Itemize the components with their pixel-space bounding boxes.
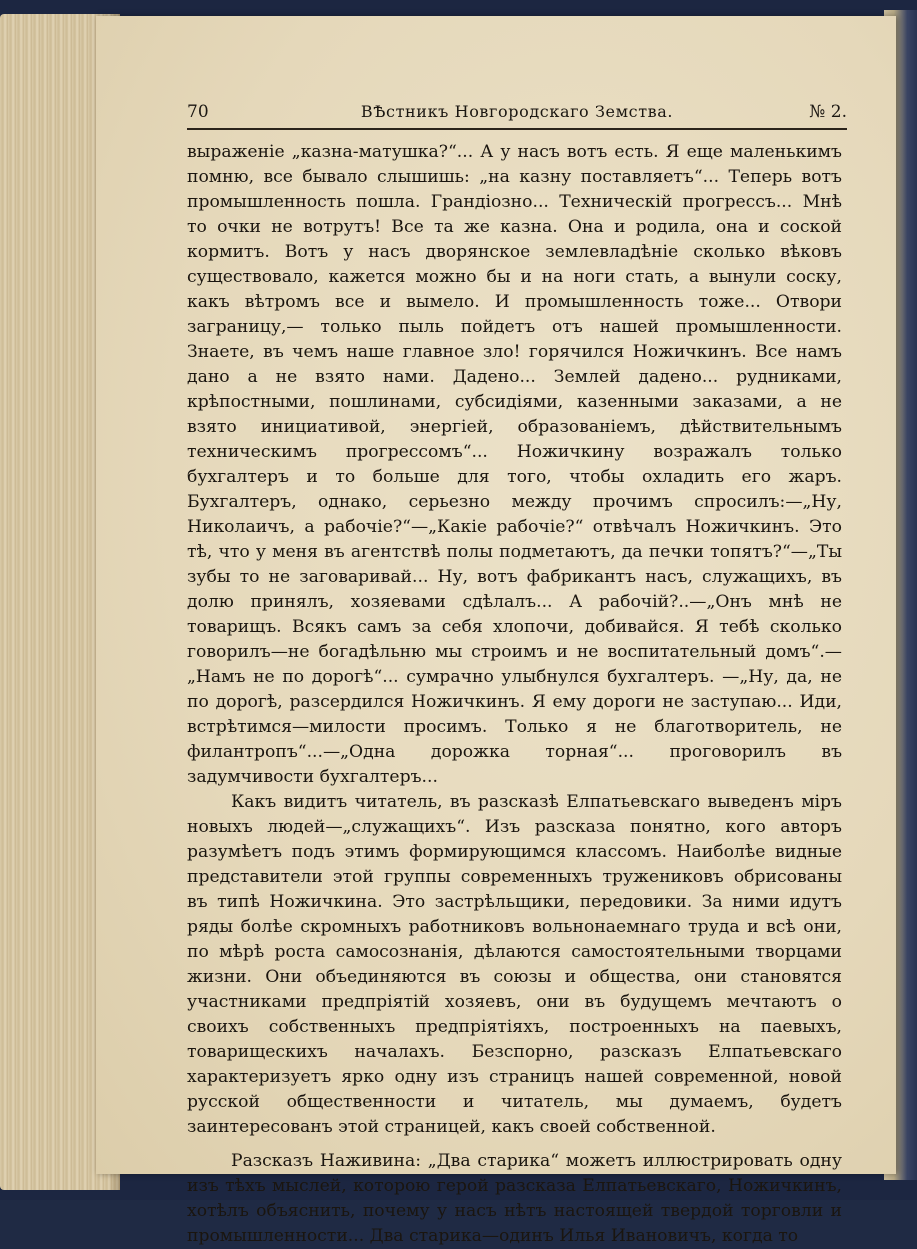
paragraph-2: Какъ видитъ читатель, въ разсказѣ Елпатьевскаго выведенъ міръ новыхъ людей—„служащихъ“. Изъ разсказа понятно, кого авторъ разумѣетъ подъ этимъ формирующимся классомъ. Наиболѣе видные представители этой группы современныхъ тружениковъ обрисованы въ типѣ Ножичкина. Это застрѣльщики, передовики. За ними идутъ ряды болѣе скромныхъ работниковъ вольнонаемнаго труда и всѣ они, по мѣрѣ роста самосознанія, дѣлаются самостоятельными творцами жизни. Они объединяются въ союзы и общества, они становятся участниками предпріятій хозяевъ, они въ будущемъ мечтаютъ о своихъ собственныхъ предпріятіяхъ, построенныхъ на паевыхъ, товарищескихъ началахъ. Безспорно, разсказъ Елпатьевскаго характеризуетъ ярко одну изъ страницъ нашей современной, новой русской общественности и читатель, мы думаемъ, будетъ заинтересованъ этой страницей, какъ своей собственной. <box>187 792 842 1137</box>
header-rule <box>187 128 847 130</box>
page-body <box>187 140 842 1249</box>
running-header <box>187 102 847 128</box>
issue-number: № 2. <box>809 102 847 122</box>
page-number: 70 <box>187 102 209 122</box>
paragraph-3: Разсказъ Наживина: „Два старика“ можетъ иллюстрировать одну изъ тѣхъ мыслей, которою герой разсказа Елпатьевскаго, Ножичкинъ, хотѣлъ объяснить, почему у насъ нѣтъ настоящей твердой торговли и промышленности... Два старика—одинъ Илья Ивановичъ, когда то <box>187 1151 842 1246</box>
paragraph-1: выраженіе „казна-матушка?“... А у насъ вотъ есть. Я еще маленькимъ помню, все бывало слышишь: „на казну поставляетъ“... Теперь вотъ промышленность пошла. Грандіозно... Техническій прогрессъ... Мнѣ то очки не вотрутъ! Все та же казна. Она и родила, она и соской кормитъ. Вотъ у насъ дворянское землевладѣніе сколько вѣковъ существовало, кажется можно бы и на ноги стать, а вынули соску, какъ вѣтромъ все и вымело. И промышленность тоже... Отвори заграницу,— только пыль пойдетъ отъ нашей промышленности. Знаете, въ чемъ наше главное зло! горячился Ножичкинъ. Все намъ дано а не взято нами. Дадено... Землей дадено... рудниками, крѣпостными, пошлинами, субсидіями, казенными заказами, а не взято инициативой, энергіей, образованіемъ, дѣйствительнымъ техническимъ прогрессомъ“... Ножичкину возражалъ только бухгалтеръ и то больше для того, чтобы охладить его жаръ. Бухгалтеръ, однако, серьезно между прочимъ спросилъ:—„Ну, Николаичъ, а рабочіе?“—„Какіе рабочіе?“ отвѣчалъ Ножичкинъ. Это тѣ, что у меня въ агентствѣ полы подметаютъ, да печки топятъ?“—„Ты зубы то не заговаривай... Ну, вотъ фабрикантъ насъ, служащихъ, въ долю принялъ, хозяевами сдѣлалъ... А рабочій?..—„Онъ мнѣ не товарищъ. Всякъ самъ за себя хлопочи, добивайся. Я тебѣ сколько говорилъ—не богадѣльню мы строимъ и не воспитательный домъ“.—„Намъ не по дорогѣ“... сумрачно улыбнулся бухгалтеръ. —„Ну, да, не по дорогѣ, разсердился Ножичкинъ. Я ему дороги не заступаю... Иди, встрѣтимся—милости просимъ. Только я не благотворитель, не филантропъ“...—„Одна дорожка торная“... проговорилъ въ задумчивости бухгалтеръ... <box>187 142 842 787</box>
journal-title: ВѢстникъ Новгородскаго Земства. <box>360 102 674 121</box>
